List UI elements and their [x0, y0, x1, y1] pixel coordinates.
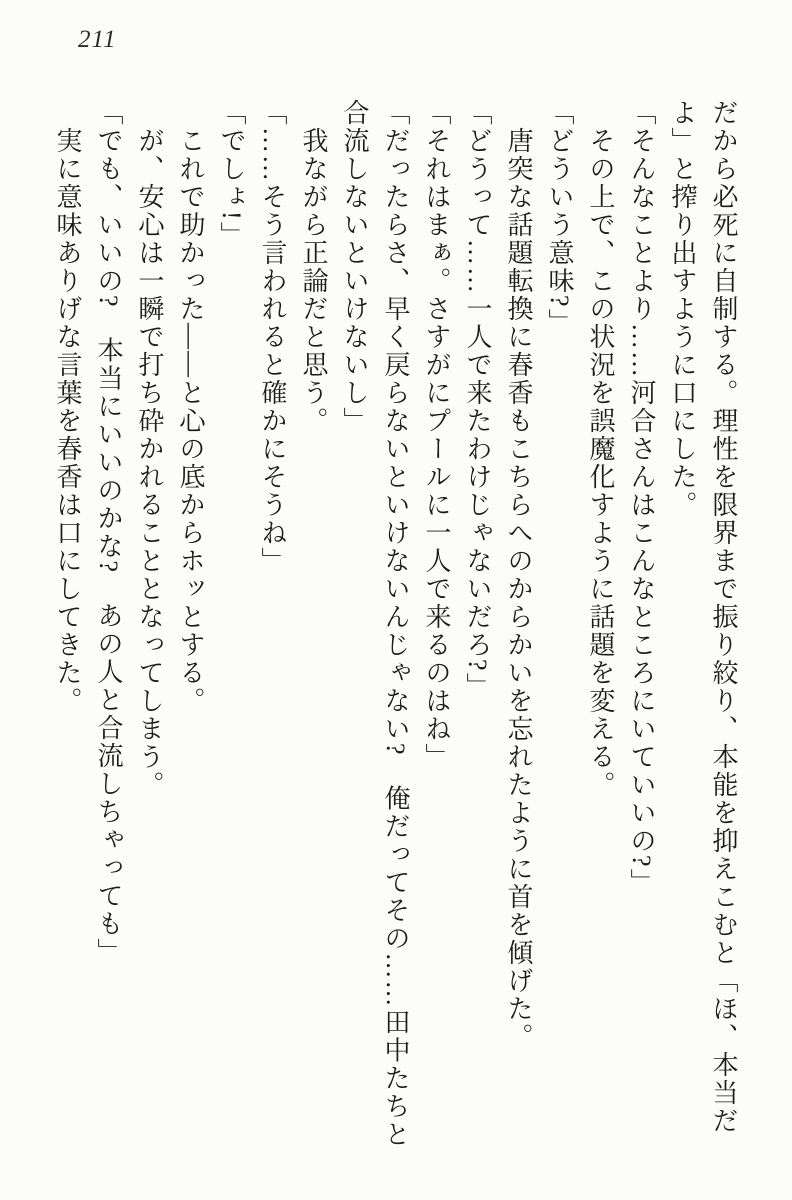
- text-column: 「それはまぁ。さすがにプールに一人で来るのはね」: [422, 99, 451, 771]
- text-column: だから必死に自制する。理性を限界まで振り絞り、本能を抑えこむと「ほ、本当だ: [709, 99, 738, 1135]
- text-column: 実に意味ありげな言葉を春香は口にしてきた。: [53, 127, 82, 715]
- vertical-text-block: [47, 99, 744, 1171]
- text-column: 「どういう意味?」: [545, 99, 574, 337]
- text-column: その上で、この状況を誤魔化すように話題を変える。: [586, 127, 615, 799]
- text-column: 我ながら正論だと思う。: [299, 127, 328, 435]
- text-column: 「だったらさ、早く戻らないといけないんじゃない? 俺だってその……田中たちと: [381, 99, 410, 1149]
- text-column: 「でも、いいの? 本当にいいのかな? あの人と合流しちゃっても」: [94, 99, 123, 967]
- text-column: 唐突な話題転換に春香もこちらへのからかいを忘れたように首を傾げた。: [504, 127, 533, 1051]
- text-column: よ」と搾り出すように口にした。: [668, 99, 697, 519]
- text-column: 「どうって……一人で来たわけじゃないだろ?」: [463, 99, 492, 701]
- page-number: 211: [78, 26, 117, 53]
- text-column: 合流しないといけないし」: [340, 99, 369, 435]
- text-column: 「……そう言われると確かにそうね」: [258, 99, 287, 575]
- text-column: これで助かった――と心の底からホッとする。: [176, 127, 205, 715]
- text-column: が、安心は一瞬で打ち砕かれることとなってしまう。: [135, 127, 164, 799]
- text-column: 「そんなことより……河合さんはこんなところにいていいの?」: [627, 99, 656, 897]
- text-column: 「でしょ!」: [217, 99, 246, 250]
